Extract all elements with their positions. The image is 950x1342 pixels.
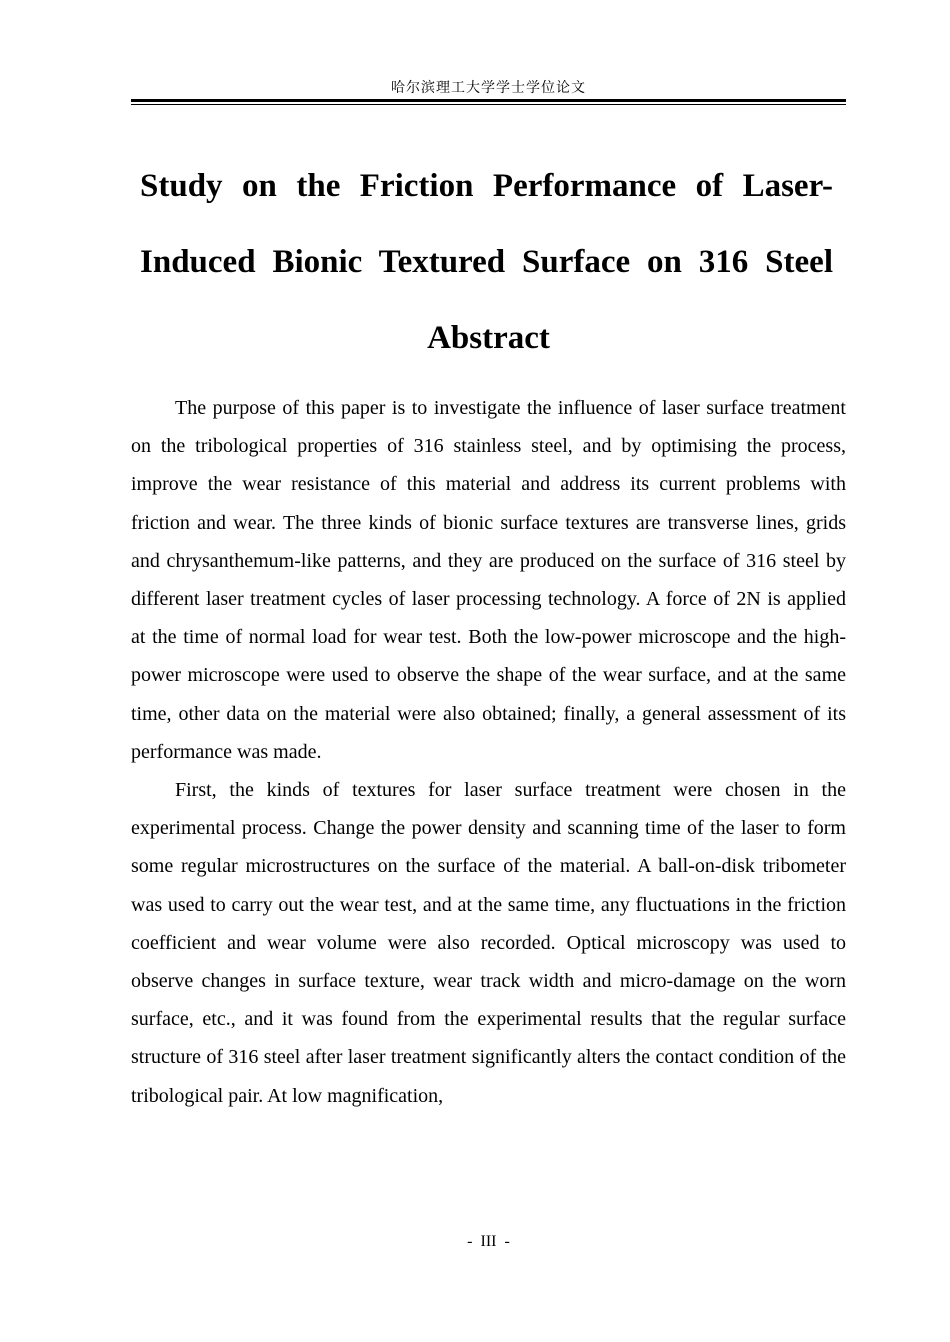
page-number: - III - xyxy=(467,1233,510,1250)
running-header: 哈尔滨理工大学学士学位论文 xyxy=(391,80,586,96)
title-line-2: Induced Bionic Textured Surface on 316 Steel xyxy=(140,244,833,280)
title-line-1: Study on the Friction Performance of Laser- xyxy=(140,168,833,204)
header-rule-thin xyxy=(131,104,846,105)
abstract-paragraph-2: First, the kinds of textures for laser surface treatment were chosen in the experimental process. Change the power density and scanning time of the laser to form some regular microstructures on the surface of the material. A ball-on-disk tribometer was used to carry out the wear test, and at the same time, any fluctuations in the friction coefficient and wear volume were also recorded. Optical microscopy was used to observe changes in surface texture, wear track width and micro-damage on the worn surface, etc., and it was found from the experimental results that the regular surface structure of 316 steel after laser treatment significantly alters the contact condition of the tribological pair. At low magnification, xyxy=(131,779,846,1107)
abstract-body xyxy=(131,389,846,1115)
abstract-heading: Abstract xyxy=(427,320,550,356)
abstract-paragraph-1: The purpose of this paper is to investigate the influence of laser surface treatment on the tribological properties of 316 stainless steel, and by optimising the process, improve the wear resistance of this material and address its current problems with friction and wear. The three kinds of bionic surface textures are transverse lines, grids and chrysanthemum-like patterns, and they are produced on the surface of 316 steel by different laser treatment cycles of laser processing technology. A force of 2N is applied at the time of normal load for wear test. Both the low-power microscope and the high-power microscope were used to observe the shape of the wear surface, and at the same time, other data on the material were also obtained; finally, a general assessment of its performance was made. xyxy=(131,397,846,763)
header-rule-thick xyxy=(131,99,846,102)
paper-title xyxy=(140,148,833,300)
